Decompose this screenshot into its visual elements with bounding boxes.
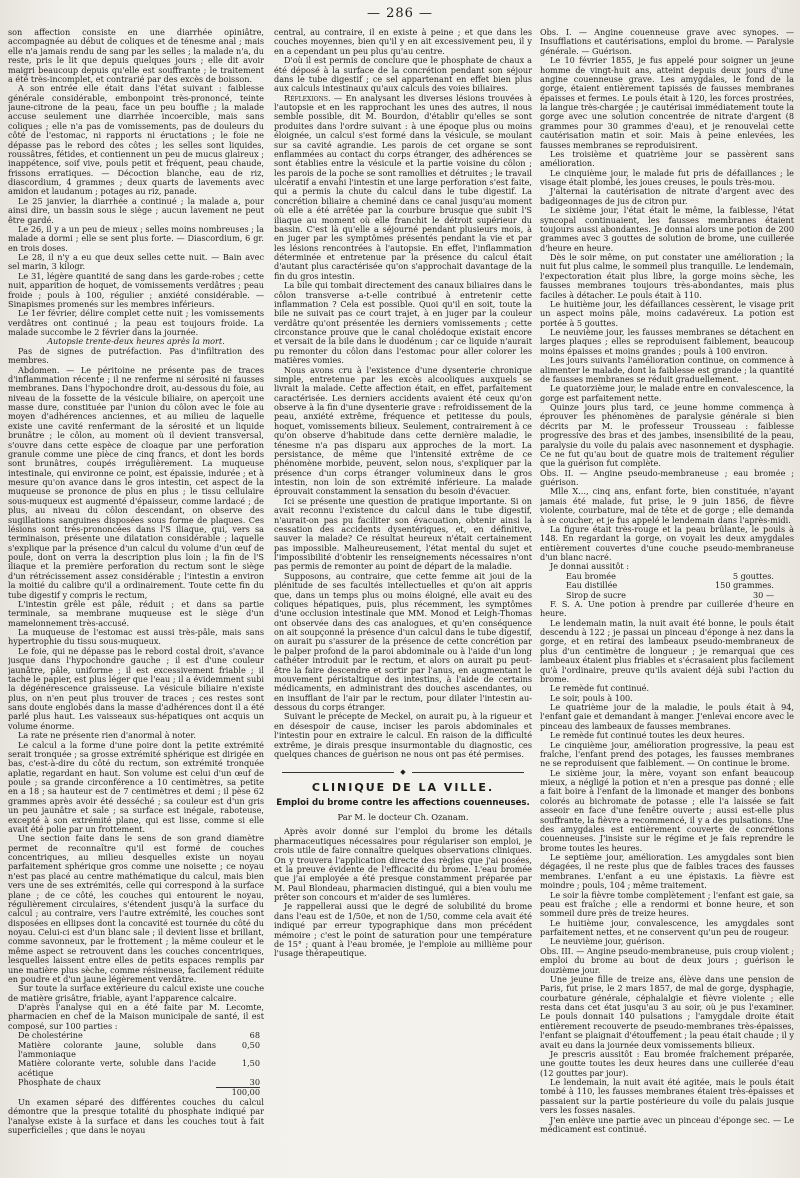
paragraph: F. S. A. Une potion à prendre par cuillerée d'heure en heure.: [540, 598, 794, 619]
column-right: [540, 28, 794, 1174]
page-number: — 286 —: [366, 6, 434, 21]
paragraph: son affection consiste en une diarrhée opiniâtre, accompagnée au début de coliques et de ténesme anal ; mais elle n'a jamais rendu de sang par les selles ; la malade n'a, du reste, pris le lit que depuis quelques jours ; elle dit avoir maigri beaucoup depuis qu'elle est souffrante ; le traitement a été très-incomplet, et contrarié par des excès de boisson.: [8, 28, 264, 84]
paragraph: Le septième jour, amélioration. Les amygdales sont bien dégagées, il ne reste plus que de faibles traces des fausses membranes. L'enfant a eu une épistaxis. La fièvre est moindre ; pouls, 104 ; même traitement.: [540, 852, 794, 891]
paragraph: Je prescris aussitôt : Eau bromée fraîchement préparée, une goutte toutes les deux heures dans une cuillerée d'eau (12 gouttes par jour).: [540, 1048, 794, 1078]
table-row: [8, 1078, 264, 1087]
table-cell-value: 1,50: [241, 1058, 260, 1069]
paragraph: Le soir, pouls à 100.: [550, 692, 633, 703]
paragraph: Le remède fut continué toutes les deux heures.: [550, 730, 745, 741]
paragraph: Ici se présente une question de pratique importante. Si on avait reconnu l'existence du calcul dans le tube digestif, n'aurait-on pas pu faciliter son évacuation, obtenir ainsi la cessation des accidents dysentériques, et, en définitive, sauver la malade? Ce résultat heureux n'était certainement pas impossible. Malheureusement, l'état mental du sujet et l'impossibilité d'obtenir les renseignements nécessaires n'ont pas permis de remonter au point de départ de la maladie.: [274, 495, 532, 572]
prescription-item: Sirop de sucre: [566, 589, 626, 600]
paragraph: Après avoir donné sur l'emploi du brome les détails pharmaceutiques nécessaires pour régulariser son emploi, je crois utile de faire connaître quelques observations cliniques. On y trouvera l'application directe des règles que j'ai posées, et la preuve évidente de l'efficacité du brome. L'eau bromée que j'ai employée a été presque constamment préparée par M. Paul Blondeau, pharmacien distingué, qui a bien voulu me prêter son concours et m'aider de ses lumières.: [274, 826, 532, 903]
table-cell-value: 0,50: [241, 1039, 260, 1050]
analysis-table: [8, 1031, 264, 1098]
article-author: Par M. le docteur Ch. Ozanam.: [337, 811, 469, 822]
table-cell-label: Matière colorante verte, soluble dans l'acide acétique: [18, 1058, 216, 1078]
paragraph: Mlle X..., cinq ans, enfant forte, bien constituée, n'ayant jamais été malade, fut prise, le 9 juin 1856, de fièvre violente, courbature, mal de tête et de gorge ; elle demanda à se coucher, et je fus appelé le lendemain dans l'après-midi.: [540, 486, 794, 525]
paragraph: Le 10 février 1855, je fus appelé pour soigner un jeune homme de vingt-huit ans, atteint depuis deux jours d'une angine couenneuse grave. Les amygdales, le fond de la gorge, étaient entièrement tapissés de fausses membranes épaisses et fermes. Le pouls était à 120, les forces prostrées, la langue très-chargée ; je cautérisai immédiatement toute la gorge avec une solution concentrée de nitrate d'argent (8 grammes pour 30 grammes d'eau), et je renouvelai cette cautérisation matin et soir. Mais à peine enlevées, les fausses membranes se reproduisirent.: [540, 55, 794, 150]
paragraph: Le soir la fièvre tombe complètement ; l'enfant est gaie, sa peau est fraîche ; elle a rendormi et bonne heure, et son sommeil dure près de treize heures.: [540, 889, 794, 919]
paragraph: Le quatorzième jour, le malade entre en convalescence, la gorge est parfaitement nette.: [540, 383, 794, 403]
reflexions-text: — En analysant les diverses lésions trouvées à l'autopsie et en les rapprochant les unes des autres, il nous semble possible, dit M. Bourdon, d'établir qu'elles se sont produites dans l'ordre suivant : à une époque plus ou moins éloignée, un calcul s'est formé dans la vésicule, se moulant sur sa cavité agrandie. Les parois de cet organe se sont enflammées au contact du corps étranger, des adhérences se sont établies entre la vésicule et la partie voisine du côlon ; les parois de la poche se sont ramollies et détruites ; le travail ulcératif a envahi l'intestin et une large perforation s'est faite, qui a permis la chute du calcul dans le tube digestif. La concrétion biliaire a cheminé dans ce canal jusqu'au moment où elle a été arrêtée par la courbure brusque que subit l'S iliaque au moment où elle franchit le détroit supérieur du bassin. C'est là qu'elle a séjourné pendant plusieurs mois, à en juger par les symptômes présentés pendant la vie et par les lésions rencontrées à l'autopsie. En effet, l'inflammation déterminée et entretenue par la présence du calcul était d'autant plus caractérisée qu'on s'approchait davantage de la fin du gros intestin.: [274, 92, 532, 281]
paragraph: D'après l'analyse qui en a été faite par M. Lecomte, pharmacien en chef de la Maison municipale de santé, il est composé, sur 100 parties :: [8, 1002, 264, 1031]
paragraph: Une section faite dans le sens de son grand diamètre permet de reconnaître qu'il est formé de couches concentriques, au milieu desquelles existe un noyau parfaitement sphérique gros comme une noisette ; ce noyau n'est pas placé au centre mathématique du calcul, mais bien vers une de ses extrémités, celle qui correspond à la surface plane ; de ce côté, les couches qui entourent le noyau, régulièrement circulaires, s'étendent jusqu'à la surface du calcul ; au contraire, vers l'autre extrémité, les couches sont disposées en ellipses dont la concavité est tournée du côté du noyau. Celui-ci est d'un blanc sale ; il devient lisse et brillant, comme savonneux, par le frottement ; la même couleur et le même aspect se retrouvent dans les couches concentriques, lesquelles laissent entre elles de petits espaces remplis par une matière plus sèche, comme résineuse, facilement réduite en poudre et d'un jaune légèrement verdâtre.: [8, 833, 264, 984]
observation-title: Obs. I. — Angine couenneuse grave avec synopes. — Insufflations et cautérisations, emploi du brome. — Paralysie générale. — Guérison.: [540, 28, 794, 56]
paragraph: Supposons, au contraire, que cette femme ait joui de la plénitude de ses facultés intellectuelles et qu'on ait appris que, dans un temps plus ou moins éloigné, elle avait eu des coliques hépatiques, puis, plus récemment, les symptômes d'une occlusion intestinale que MM. Monod et Leigh-Thomas ont observée dans des cas analogues, et qu'en conséquence on ait soupçonné la présence d'un calcul dans le tube digestif, on aurait pu s'assurer de la présence de cette concrétion par le palper profond de la paroi abdominale ou à l'aide d'un long cathéter introduit par le rectum, et alors on aurait pu peut-être la faire descendre et sortir par l'anus, en augmentant le mouvement péristaltique des intestins, à l'aide de certains médicaments, en administrant des douches ascendantes, ou en insufflant de l'air par le rectum, pour dilater l'intestin au-dessous du corps étranger.: [274, 570, 532, 712]
section-divider: [282, 769, 524, 776]
paragraph: Le 26, il y a un peu de mieux ; selles moins nombreuses ; la malade a dormi ; elle se sent plus forte. — Diascordium, 6 gr. en trois doses.: [8, 223, 264, 253]
paragraph: Quinze jours plus tard, ce jeune homme commença à éprouver les phénomènes de paralysie générale si bien décrits par M. le professeur Trousseau : faiblesse progressive des bras et des jambes, insensibilité de la peau, paralysie du voile du palais avec nasonnement et dysphagie. Ce ne fut qu'au bout de quatre mois de traitement régulier que la guérison fut complète.: [540, 402, 794, 469]
table-row: [8, 1059, 264, 1078]
paragraph: Le huitième jour, convalescence, les amygdales sont parfaitement nettes, et ne conservent qu'un peu de rougeur.: [540, 917, 794, 937]
reflexions-label: Réflexions.: [284, 92, 331, 103]
paragraph: Le sixième jour, la mère, voyant son enfant beaucoup mieux, a négligé la potion et n'en a presque pas donné ; elle a fait boire à l'enfant de la limonade et manger des bonbons colorés au bichromate de potasse ; elle l'a laissée se fait asseoir en face d'une fenêtre ouverte ; aussi est-elle plus souffrante, la fièvre a recommencé, il y a des pulsations. Une des amygdales est entièrement couverte de concrétions couenneuses. J'insiste sur le régime et je fais reprendre le brome toutes les heures.: [540, 767, 794, 853]
table-cell-value: 68: [249, 1030, 260, 1041]
paragraph: Le neuvième jour, guérison.: [550, 936, 665, 947]
paragraph: Les jours suivants l'amélioration continue, on commence à alimenter le malade, dont la faiblesse est grande ; la quantité de fausses membranes se réduit graduellement.: [540, 355, 794, 384]
paragraph: D'où il est permis de conclure que le phosphate de chaux a été déposé à la surface de la concrétion pendant son séjour dans le tube digestif ; ce sel appartenant en effet bien plus aux calculs intestinaux qu'aux calculs des voies biliaires.: [274, 55, 532, 94]
paragraph: Le quatrième jour de la maladie, le pouls était à 94, l'enfant gaie et demandant à manger. J'enlevai encore avec le pinceau des lambeaux de fausses membranes.: [540, 702, 794, 731]
prescription-dose: 5 gouttes.: [732, 570, 774, 581]
paragraph: La muqueuse de l'estomac est aussi très-pâle, mais sans hypertrophie du tissu sous-muqueux.: [8, 627, 264, 647]
paragraph: Le 31, légère quantité de sang dans les garde-robes ; cette nuit, apparition de hoquet, de vomissements verdâtres ; peau froide ; pouls à 100, régulier ; anxiété considérable. — Sinapismes promenés sur les membres inférieurs.: [8, 270, 264, 309]
prescription-dose: 30 —: [752, 589, 774, 600]
paragraph: Le calcul a la forme d'une poire dont la petite extrémité serait tronquée ; sa grosse extrémité sphérique est dirigée en bas, c'est-à-dire du côté du rectum, son extrémité tronquée aplatie, regardant en haut. Son volume est celui d'un œuf de poule ; sa grande circonférence a 10 centimètres, sa petite en a 18 ; sa hauteur est de 7 centimètres et demi ; il pèse 62 grammes après avoir été desséché ; sa couleur est d'un gris un peu jaunâtre et sale ; sa surface est inégale, raboteuse, excepté à son extrémité plane, qui est lisse, comme si elle avait été polie par un frottement.: [8, 739, 264, 834]
paragraph: Le 1er février, délire complet cette nuit ; les vomissements verdâtres ont continué ; la peau est toujours froide. La malade succombe le 2 février dans la journée.: [8, 308, 264, 337]
paragraph: Nous avons cru à l'existence d'une dysenterie chronique simple, entretenue par les excès alcooliques auxquels se livrait la malade. Cette affection était, en effet, parfaitement caractérisée. Les derniers accidents avaient été ceux qu'on observe à la fin d'une dysenterie grave : refroidissement de la peau, anxiété extrême, fréquence et petitesse du pouls, hoquet, vomissements bilieux. Seulement, contrairement à ce qu'on observe d'habitude dans cette dernière maladie, le ténesme n'a pas disparu aux approches de la mort. La persistance, de même que l'intensité extrême de ce phénomène morbide, peuvent, selon nous, s'expliquer par la présence d'un corps étranger volumineux dans le gros intestin, non loin de son extrémité inférieure. La malade éprouvait constamment la sensation du besoin d'évacuer.: [274, 364, 532, 497]
paragraph: A son entrée elle était dans l'état suivant : faiblesse générale considérable, embonpoint très-prononcé, teinte jaune-citrone de la peau, face un peu bouffie ; la malade accuse seulement une diarrhée incoercible, mais sans coliques ; elle n'a pas de vomissements, pas de douleurs du côté de l'estomac, ni rapports ni éructations ; le foie ne dépasse pas le rebord des côtes ; les selles sont liquides, roussâtres, fétides, et contiennent un peu de mucus glaireux ; inappétence, soif vive, pouls petit et fréquent, peau chaude, frissons erratiques. — Décoction blanche, eau de riz, diascordium, 4 grammes ; deux quarts de lavements avec amidon et laudanum ; potages au riz, panade.: [8, 83, 264, 197]
table-cell-value: 30: [249, 1077, 260, 1087]
paragraph: Je rappellerai aussi que le degré de solubilité du brome dans l'eau est de 1/50e, et non de 1/50, comme cela avait été indiqué par erreur typographique dans mon précédent mémoire ; c'est le point de saturation pour une température de 15° ; quant à l'eau bromée, je l'emploie au millième pour l'usage thérapeutique.: [274, 901, 532, 959]
column-middle: [274, 28, 532, 1174]
prescription-item: Eau bromée: [566, 570, 616, 581]
paragraph: Pas de signes de putréfaction. Pas d'infiltration des membres.: [8, 345, 264, 366]
paragraph: Les troisième et quatrième jour se passèrent sans amélioration.: [540, 148, 794, 169]
article-title: Emploi du brome contre les affections couenneuses.: [276, 797, 530, 808]
paragraph: J'alternai la cautérisation de nitrate d'argent avec des badigeonnages de jus de citron pur.: [540, 186, 794, 206]
paragraph: Suivant le précepte de Meckel, on aurait pu, à la rigueur et en désespoir de cause, inciser les parois abdominales et l'intestin pour en extraire le calcul. En raison de la difficulté extrême, je dirais presque insurmontable du diagnostic, ces quelques chances de guérison ne nous ont pas été permises.: [274, 711, 532, 759]
prescription: [540, 572, 794, 600]
paragraph: J'en enlève une partie avec un pinceau d'éponge sec. — Le médicament est continué.: [540, 1114, 794, 1134]
paragraph: Une jeune fille de treize ans, élève dans une pension de Paris, fut prise, le 2 mars 1857, de mal de gorge, dysphagie, courbature générale, céphalalgie et fièvre violente ; elle resta dans cet état jusqu'au 3 au soir, où je pus l'examiner. Le pouls donnait 140 pulsations ; l'amygdale droite était entièrement recouverte de pseudo-membranes très-épaisses, l'enfant se plaignait d'étouffement ; la peau était chaude ; il y avait eu dans la journée deux vomissements bilieux.: [540, 973, 794, 1050]
paragraph: Je donnai aussitôt :: [550, 561, 629, 572]
paragraph: La rate ne présente rien d'anormal à noter.: [18, 730, 196, 741]
table-cell-label: Matière colorante jaune, soluble dans l'ammoniaque: [18, 1039, 216, 1059]
paragraph: La bile qui tombait directement des canaux biliaires dans le côlon transverse a-t-elle contribué à entretenir cette inflammation ? Cela est possible. Quoi qu'il en soit, toute la bile ne suivait pas ce court trajet, à en juger par la couleur verdâtre qu'ont présentée les derniers vomissements ; cette circonstance prouve que le canal cholédoque existait encore et versait de la bile dans le duodénum ; car ce liquide n'aurait pu remonter du côlon dans l'estomac pour aller colorer les matières vomies.: [274, 280, 532, 366]
table-cell-label: De cholestérine: [18, 1030, 83, 1041]
paragraph: Le cinquième jour, le malade fut pris de défaillances ; le visage était plombé, les joues creuses, le pouls très-mou.: [540, 167, 794, 187]
table-total: 100,00: [216, 1087, 260, 1097]
paragraph: Le lendemain, la nuit avait été agitée, mais le pouls était tombé à 110, les fausses membranes étaient très-épaisses et passaient sur la partie postérieure du voile du palais jusque vers les fosses nasales.: [540, 1077, 794, 1116]
section-title: CLINIQUE DE LA VILLE.: [311, 781, 495, 795]
prescription-item: Eau distillée: [566, 580, 618, 591]
observation-title: Obs. II. — Angine pseudo-membraneuse ; eau bromée ; guérison.: [540, 467, 794, 487]
autopsy-heading: Autopsie trente-deux heures après la mort.: [47, 336, 225, 347]
reflexions-paragraph: [274, 94, 532, 282]
table-row: [8, 1041, 264, 1060]
paragraph: Un examen séparé des différentes couches du calcul démontre que la presque totalité du phosphate indiqué par l'analyse existe à la surface et dans les couches tout à fait superficielles ; que dans le noyau: [8, 1096, 264, 1135]
paragraph: Sur toute la surface extérieure du calcul existe une couche de matière grisâtre, friable, ayant l'apparence calcaire.: [8, 983, 264, 1003]
paragraph: Le cinquième jour, amélioration progressive, la peau est fraîche, l'enfant prend des potages, les fausses membranes ne se reproduisent que faiblement. — On continue le brome.: [540, 739, 794, 769]
paragraph: Abdomen. — Le péritoine ne présente pas de traces d'inflammation récente ; il ne renferme ni sérosité ni fausses membranes. Dans l'hypochondre droit, au-dessous du foie, au niveau de la fossette de la vésicule biliaire, on aperçoit une masse dure, constituée par l'union du côlon avec le foie au moyen d'adhérences anciennes, et au milieu de laquelle existe une cavité renfermant de la sérosité et un liquide brunâtre ; le côlon, au moment où il devient transversal, s'ouvre dans cette espèce de cloaque par une perforation granule comme une pièce de cinq francs, et dont les bords sont brunâtres, coupés irrégulièrement. La muqueuse intestinale, qui environne ce point, est épaissie, indurée ; et à mesure qu'on avance dans le gros intestin, cet aspect de la muqueuse se prononce de plus en plus ; le tissu cellulaire sous-muqueux est augmenté d'épaisseur, comme lardacé ; de plus, au niveau du côlon descendant, on observe des sugillations sanguines disposées sous forme de plaques. Ces lésions sont très-prononcées dans l'S iliaque, qui, vers sa terminaison, présente une dilatation considérable ; laquelle s'explique par la présence d'un calcul du volume d'un œuf de poule, dont on verra la description plus loin ; la fin de l'S iliaque et la première perforation du rectum sont le siège d'un rétrécissement assez considérable ; l'intestin a environ la moitié du calibre qu'il a ordinairement. Toute cette fin du tube digestif y compris le rectum,: [8, 364, 264, 600]
observation-title: Obs. III. — Angine pseudo-membraneuse, puis croup violent ; emploi du brome au bout de deux jours ; guérison le douzième jour.: [540, 945, 794, 975]
paragraph: Le neuvième jour, les fausses membranes se détachent en larges plaques ; elles se reproduisent faiblement, beaucoup moins épaisses et moins grandes ; pouls à 100 environ.: [540, 327, 794, 356]
paragraph: Dès le soir même, on put constater une amélioration ; la nuit fut plus calme, le sommeil plus tranquille. Le lendemain, l'expectoration était plus libre, la gorge moins sèche, les fausses membranes toujours très-abondantes, mais plus faciles à détacher. Le pouls était à 110.: [540, 252, 794, 300]
paragraph: Le 25 janvier, la diarrhée a continué ; la malade a, pour ainsi dire, un bassin sous le siège ; aucun lavement ne peut être gardé.: [8, 195, 264, 225]
table-cell-label: Phosphate de chaux: [18, 1077, 101, 1087]
paragraph: L'intestin grêle est pâle, réduit ; et dans sa partie terminale, sa membrane muqueuse est le siège d'un mamelonnement très-accusé.: [8, 598, 264, 628]
paragraph: Le 28, il n'y a eu que deux selles cette nuit. — Bain avec sel marin, 3 kilogr.: [8, 252, 264, 272]
paragraph: Le huitième jour, les défaillances cessèrent, le visage prit un aspect moins pâle, moins cadavéreux. La potion est portée à 5 gouttes.: [540, 298, 794, 328]
divider-ornament: ◆: [394, 769, 412, 776]
paragraph: La figure était très-rouge et la peau brûlante, le pouls à 148. En regardant la gorge, on voyait les deux amygdales entièrement couvertes d'une couche pseudo-membraneuse d'un blanc nacré.: [540, 523, 794, 562]
paragraph: Le lendemain matin, la nuit avait été bonne, le pouls était descendu à 122 ; je passai un pinceau d'éponge à nez dans la gorge, et en retirai des lambeaux pseudo-membraneux de plus d'un centimètre de longueur ; je remarquai que ces lambeaux étaient plus friables et s'écrasaient plus facilement qu'à l'ordinaire, preuve qu'ils avaient déjà subi l'action du brome.: [540, 617, 794, 684]
prescription-dose: 150 grammes.: [715, 580, 774, 591]
column-left: [8, 28, 264, 1174]
paragraph: central, au contraire, il en existe à peine ; et que dans les couches moyennes, bien qu'il y en ait excessivement peu, il y en a cependant un peu plus qu'au centre.: [274, 28, 532, 56]
paragraph: Le sixième jour, l'état était le même, la faiblesse, l'état syncopal continuaient, les fausses membranes étaient toujours aussi abondantes. Je donnai alors une potion de 200 grammes avec 3 gouttes de solution de brome, une cuillerée d'heure en heure.: [540, 205, 794, 253]
paragraph: Le remède fut continué.: [550, 683, 650, 694]
paragraph: Le foie, qui ne dépasse pas le rebord costal droit, s'avance jusque dans l'hypochondre gauche ; il est d'une couleur jaunâtre, pâle, uniforme ; il est excessivement friable ; il tache le papier, est plus léger que l'eau ; il a évidemment subi la dégénérescence graisseuse. La vésicule biliaire n'existe plus, on n'en peut plus trouver de traces ; ces restes sont sans doute englobés dans la masse d'adhérences dont il a été parlé plus haut. Les vaisseaux sus-hépatiques ont acquis un volume énorme.: [8, 645, 264, 731]
